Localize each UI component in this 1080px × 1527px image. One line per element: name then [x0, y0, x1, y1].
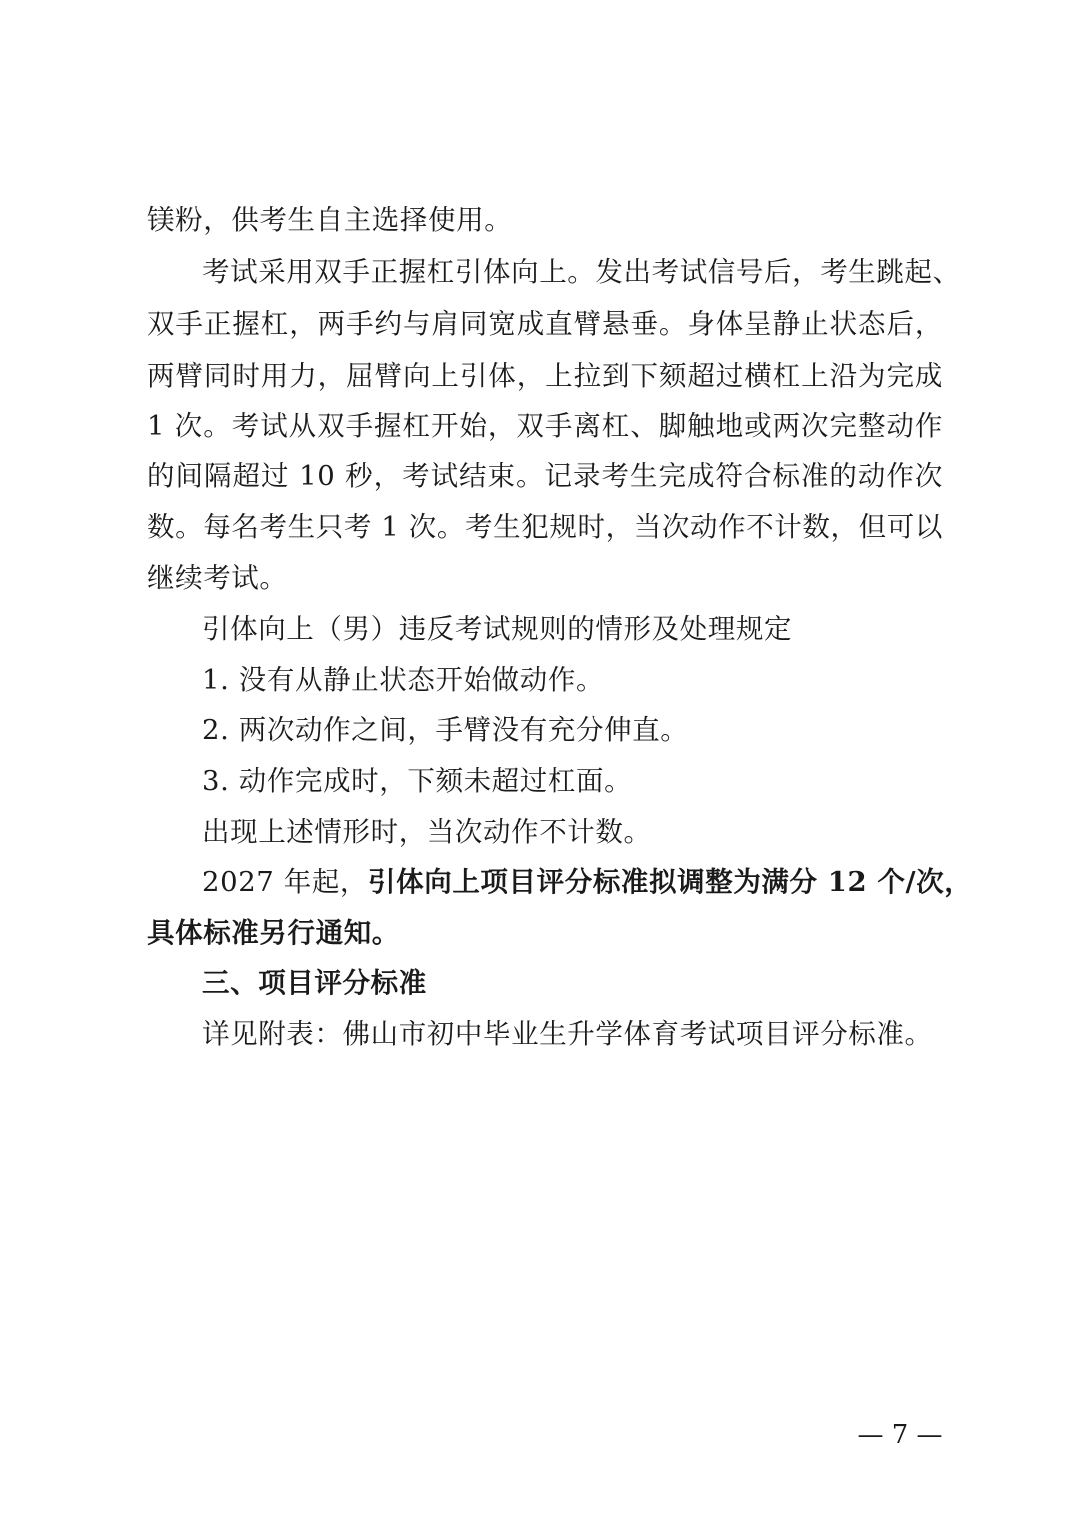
paragraph-line: 1 次。考试从双手握杠开始，双手离杠、脚触地或两次完整动作: [147, 410, 943, 442]
rule-item: 1. 没有从静止状态开始做动作。: [202, 664, 605, 696]
rules-heading: 引体向上（男）违反考试规则的情形及处理规定: [202, 613, 793, 645]
paragraph-line: 镁粉，供考生自主选择使用。: [147, 204, 513, 236]
paragraph-line: 详见附表：佛山市初中毕业生升学体育考试项目评分标准。: [202, 1018, 933, 1050]
paragraph-line: 继续考试。: [147, 562, 288, 594]
paragraph-line: 两臂同时用力，屈臂向上引体，上拉到下颏超过横杠上沿为完成: [147, 360, 943, 392]
paragraph-line: 数。每名考生只考 1 次。考生犯规时，当次动作不计数，但可以: [147, 511, 943, 543]
section-heading: 三、项目评分标准: [202, 967, 427, 999]
notice-bold-text: 具体标准另行通知。: [147, 917, 400, 949]
notice-prefix: 2027 年起，: [202, 866, 369, 898]
paragraph-line: 考试采用双手正握杠引体向上。发出考试信号后，考生跳起、: [202, 256, 961, 288]
paragraph-line: 双手正握杠，两手约与肩同宽成直臂悬垂。身体呈静止状态后，: [147, 308, 943, 340]
notice-line: [202, 865, 973, 899]
paragraph-line: 出现上述情形时，当次动作不计数。: [202, 816, 652, 848]
rule-item: 2. 两次动作之间，手臂没有充分伸直。: [202, 714, 689, 746]
notice-bold-text: 引体向上项目评分标准拟调整为满分 12 个/次，: [368, 866, 973, 898]
page-number: — 7 —: [857, 1420, 943, 1450]
paragraph-line: 的间隔超过 10 秒，考试结束。记录考生完成符合标准的动作次: [147, 460, 943, 492]
rule-item: 3. 动作完成时，下颏未超过杠面。: [202, 765, 633, 797]
